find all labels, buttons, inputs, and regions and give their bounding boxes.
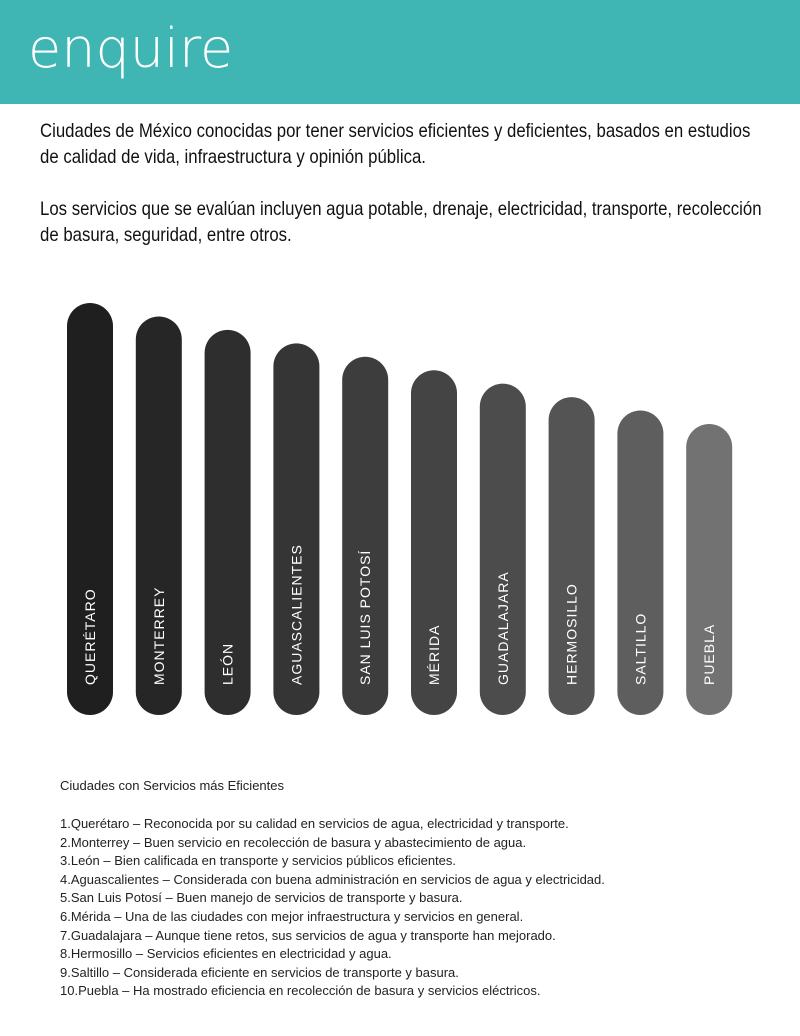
bar-label: SAN LUIS POTOSÍ	[357, 549, 374, 685]
list-item: 8.Hermosillo – Servicios eficientes en electricidad y agua.	[60, 946, 392, 962]
intro-paragraph-1: Ciudades de México conocidas por tener servicios eficientes y deficientes, basados en estudios de calidad de vida, infraestructura y opinión pública.	[40, 120, 751, 168]
list-item: 9.Saltillo – Considerada eficiente en servicios de transporte y basura.	[60, 964, 459, 980]
bar-label: GUADALAJARA	[494, 571, 511, 685]
city-list	[60, 815, 605, 1001]
list-item: 2.Monterrey – Buen servicio en recolección de basura y abastecimiento de agua.	[60, 834, 527, 850]
bar-label: QUERÉTARO	[82, 588, 98, 685]
list-title: Ciudades con Servicios más Eficientes	[60, 778, 284, 793]
header-banner	[0, 0, 800, 104]
bar-label: MÉRIDA	[426, 624, 442, 685]
list-item: 10.Puebla – Ha mostrado eficiencia en recolección de basura y servicios eléctricos.	[60, 983, 541, 999]
bar-label: HERMOSILLO	[563, 583, 580, 685]
list-item: 3.León – Bien calificada en transporte y servicios públicos eficientes.	[60, 853, 456, 869]
list-item: 7.Guadalajara – Aunque tiene retos, sus servicios de agua y transporte han mejorado.	[60, 927, 556, 943]
bar-label: AGUASCALIENTES	[288, 544, 305, 685]
list-item: 6.Mérida – Una de las ciudades con mejor infraestructura y servicios en general.	[60, 908, 524, 924]
intro-paragraph-2: Los servicios que se evalúan incluyen agua potable, drenaje, electricidad, transporte, recolección de basura, seguridad, entre otros.	[40, 198, 762, 246]
list-item: 1.Querétaro – Reconocida por su calidad en servicios de agua, electricidad y transporte.	[60, 816, 569, 831]
list-item: 5.San Luis Potosí – Buen manejo de servicios de transporte y basura.	[60, 890, 463, 906]
list-item: 4.Aguascalientes – Considerada con buena administración en servicios de agua y electricidad.	[60, 871, 605, 887]
bar-label: SALTILLO	[632, 612, 649, 685]
bar-label: MONTERREY	[150, 586, 167, 685]
city-services-bar-chart	[0, 290, 800, 730]
bar-label: LEÓN	[219, 642, 236, 685]
bar-label: PUEBLA	[701, 623, 718, 685]
enquire-logo: enquire	[28, 17, 234, 80]
intro-text	[40, 118, 762, 274]
